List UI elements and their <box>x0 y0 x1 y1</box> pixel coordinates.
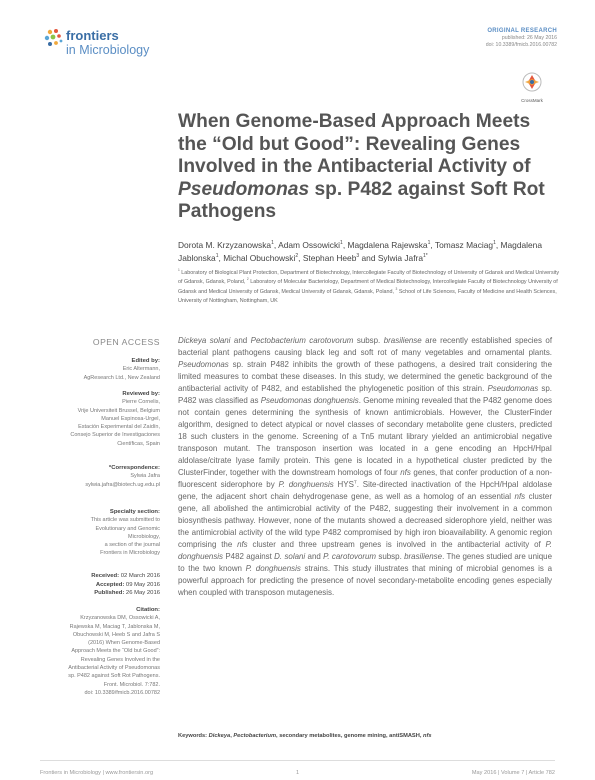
affiliation-marker: 1 <box>178 268 180 273</box>
accepted-date: Accepted: 09 May 2016 <box>95 581 160 588</box>
author-affiliation-marker: 1 <box>215 253 219 260</box>
affiliation-marker: 3 <box>395 286 398 291</box>
reviewer-line: Consejo Superior de Investigaciones <box>70 432 160 439</box>
correspondence-label: *Correspondence: <box>108 465 160 471</box>
published-date: published: 26 May 2016 <box>501 35 557 42</box>
edited-by-line: AgResearch Ltd., New Zealand <box>83 374 160 381</box>
correspondence-email[interactable]: sylwia.jafra@biotech.ug.edu.pl <box>85 481 160 488</box>
article-type: ORIGINAL RESEARCH <box>487 28 557 34</box>
affiliation-text: School of Life Sciences, Faculty of Medicine and Health Sciences, University of Nottingham, Nottingham, UK <box>178 288 557 304</box>
frontiers-logo-icon <box>44 28 64 50</box>
author-affiliation-marker: 1 <box>493 240 496 247</box>
footer-volume-info: May 2016 | Volume 7 | Article 782 <box>471 770 555 776</box>
author-affiliation-marker: 3 <box>356 253 360 260</box>
article-title: When Genome-Based Approach Meets the “Old but Good”: Revealing Genes Involved in the Antibacterial Activity of Pseudomonas sp. P482 against Soft Rot Pathogens <box>178 111 545 223</box>
page-number: 1 <box>296 770 300 776</box>
footer-divider <box>40 760 555 761</box>
author-name[interactable]: Adam Ossowicki <box>278 240 341 250</box>
edited-by-line: Eric Altermann, <box>122 366 160 373</box>
author-affiliation-marker: 1 <box>271 240 274 247</box>
author-name[interactable]: Magdalena Rajewska <box>347 240 428 250</box>
crossmark-label: CrossMark <box>521 98 543 103</box>
journal-logo <box>44 26 184 62</box>
citation-label: Citation: <box>136 607 160 613</box>
article-meta <box>486 28 557 50</box>
author-affiliation-marker: 2 <box>295 253 299 260</box>
author-affiliation-marker: 1* <box>422 253 428 260</box>
crossmark-badge[interactable] <box>519 72 545 102</box>
author-name[interactable]: Michal Obuchowski <box>223 253 296 264</box>
keywords: Keywords: Dickeya, Pectobacterium, secondary metabolites, genome mining, antiSMASH, nfs <box>178 733 432 739</box>
crossmark-icon <box>522 72 542 92</box>
affiliations <box>178 269 562 306</box>
open-access-label: OPEN ACCESS <box>92 337 160 347</box>
article-dates <box>60 572 160 598</box>
footer-journal-link[interactable]: Frontiers in Microbiology | www.frontiersin.org <box>40 770 154 776</box>
journal-name: in Microbiology <box>66 43 150 57</box>
reviewer-info <box>40 390 160 448</box>
published-date-side: Published: 26 May 2016 <box>94 590 160 597</box>
specialty-section: Specialty section: This article was submitted to Evolutionary and Genomic Microbiology, a section of the journal Frontiers in Microbiology <box>40 508 160 558</box>
editor-info <box>40 357 160 382</box>
affiliation-marker: 2 <box>246 277 249 282</box>
author-list: Dorota M. Krzyzanowska$^1$, Adam Ossowicki$^1$, Magdalena Rajewska$^1$, Tomasz Maciag$^1$, Magdalena Jablonska$^1$, Michal Obuchowski$^2$, Stephan Heeb$^3$ and Sylwia Jafra$^{1*}$ <box>178 240 542 264</box>
affiliation-text: Laboratory of Biological Plant Protection, Department of Biotechnology, Intercollegiate Faculty of Biotechnology of University of Gdansk and Medical University of Gdansk, Gdansk, Poland, <box>178 270 560 286</box>
correspondence-info <box>40 464 160 489</box>
reviewer-line: Científicas, Spain <box>117 440 160 447</box>
reviewer-line: Pierre Cornelis, <box>122 399 160 406</box>
author-name[interactable]: Magdalena Jablonska <box>178 240 542 264</box>
reviewed-by-label: Reviewed by: <box>122 391 160 397</box>
specialty-label: Specialty section: <box>109 509 160 515</box>
author-name[interactable]: Dorota M. Krzyzanowska <box>178 240 272 250</box>
author-name[interactable]: Stephan Heeb <box>302 253 357 264</box>
author-affiliation-marker: 1 <box>340 240 343 247</box>
author-name[interactable]: Tomasz Maciag <box>434 240 494 250</box>
abstract: Dickeya solani and Pectobacterium carotovorum subsp. brasiliense are recently established species of bacterial plant pathogens causing black leg and soft rot of many vegetables and ornamental plants. Pseudomonas sp. strain P482 inhibits the growth of these pathogens, a desired trait considering the limited measures to combat these diseases. In this study, we determined the genetic background of the antibacterial activity of P482, and established the phylogenetic position of this strain. Pseudomonas sp. P482 was classified as Pseudomonas donghuensis. Genome mining revealed that the P482 genome does not contain genes determining the synthesis of known antimicrobials. However, the ClusterFinder algorithm, designed to detect atypical or novel classes of secondary metabolite gene clusters, predicted 18 such clusters in the genome. Screening of a Tn5 mutant library yielded an antimicrobial negative transposon mutant. The transposon insertion was located in a gene encoding an HpcH/HpaI aldolase/citrate lyase family protein. This gene is located in a hypothetical cluster predicted by the ClusterFinder, together with the downstream homologs of four nfs genes, that confer production of a non-fluorescent siderophore by P. donghuensis $HYS^T$. Site-directed inactivation of the HpcH/HpaI aldolase gene, the adjacent short chain dehydrogenase gene, as well as a homolog of an essential nfs cluster gene, all abolished the antimicrobial activity of the P482, suggesting their involvement in a common biosynthesis pathway. However, none of the mutants showed a decreased siderophore yield, neither was the antimicrobial activity of the wild type P482 compromised by high iron bioavailability. A genomic region comprising the nfs cluster and three upstream genes is involved in the antibacterial activity of P. donghuensis P482 against D. solani and P. carotovorum subsp. brasiliense. The genes studied are unique to the two known P. donghuensis strains. This study illustrates that mining of microbial genomes is a powerful approach for predicting the presence of novel secondary-metabolite encoding genes especially when coupled with transposon mutagenesis. <box>178 336 553 597</box>
affiliation-text: Laboratory of Molecular Bacteriology, Department of Medical Biotechnology, Intercollegiate Faculty of Biotechnology University of Gdansk and Medical University of Gdansk, Medical University of Gdansk, Gdansk, Poland, <box>178 279 558 295</box>
author-name[interactable]: Sylwia Jafra <box>377 253 423 264</box>
correspondence-name: Sylwia Jafra <box>130 473 160 480</box>
citation-block: Citation: Krzyzanowska DM, Ossowicki A, Rajewska M, Maciag T, Jablonska M, Obuchowski M, Heeb S and Jafra S (2016) When Genome-Based Approach Meets the “Old but Good”: Revealing Genes Involved in the Antibacterial Activity of Pseudomonas sp. P482 against Soft Rot Pathogens. Front. Microbiol. 7:782. doi: 10.3389/fmicb.2016.00782 <box>40 606 160 697</box>
reviewer-line: Vrije Universiteit Brussel, Belgium <box>77 407 160 414</box>
received-date: Received: 02 March 2016 <box>91 573 160 579</box>
reviewer-line: Manuel Espinosa-Urgel, <box>101 415 160 422</box>
edited-by-label: Edited by: <box>131 358 160 364</box>
author-affiliation-marker: 1 <box>427 240 431 247</box>
reviewer-line: Estación Experimental del Zaidín, <box>78 424 160 431</box>
brand-name: frontiers <box>66 28 119 43</box>
article-doi[interactable]: doi: 10.3389/fmicb.2016.00782 <box>485 42 557 49</box>
